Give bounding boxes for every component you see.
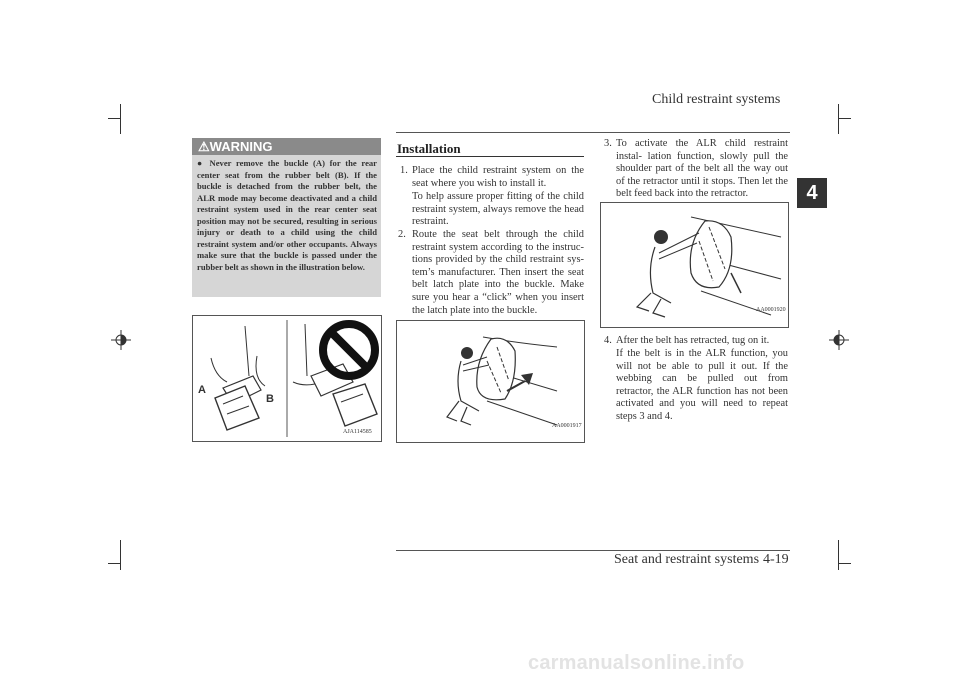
warning-box bbox=[192, 138, 381, 297]
install-illustration bbox=[396, 320, 585, 443]
figure-code: AA0001917 bbox=[552, 423, 582, 429]
crop-mark bbox=[838, 104, 839, 134]
page-number: 4-19 bbox=[763, 552, 789, 567]
crop-mark bbox=[120, 540, 121, 570]
step-3 bbox=[602, 138, 788, 202]
retractor-illustration bbox=[600, 202, 789, 328]
step-4-note bbox=[616, 348, 788, 422]
step-text: To help assure proper fitting of the child restraint system, always remove the head restraint. bbox=[412, 191, 584, 228]
step-number: 2. bbox=[398, 229, 406, 240]
header-rule bbox=[396, 132, 790, 133]
step-1 bbox=[398, 165, 584, 191]
warning-header bbox=[192, 138, 381, 155]
chapter-title: Child restraint systems bbox=[652, 92, 781, 107]
step-1-note bbox=[412, 191, 584, 229]
chapter-tab: 4 bbox=[797, 178, 827, 208]
crop-mark bbox=[839, 563, 851, 564]
warning-triangle-icon: ⚠ bbox=[198, 139, 210, 154]
step-number: 4. bbox=[604, 335, 612, 346]
crop-mark bbox=[108, 118, 120, 119]
crop-mark bbox=[838, 540, 839, 570]
step-number: 1. bbox=[400, 165, 408, 176]
crop-mark bbox=[839, 118, 851, 119]
figure-code: AA0001920 bbox=[756, 307, 786, 313]
warning-text: ● Never remove the buckle (A) for the rear center seat from the rubber belt (B). If the buckle is detached from the rubber belt, the ALR mode may become deactivated and a child restraint system used in the rear center seat position may not be secured, resulting in serious injury or death to a child using the child restraint system and/or other occupants. Always make sure that the buckle is passed under the rubber belt as shown in the illustration below. bbox=[197, 158, 377, 272]
section-label: Seat and restraint systems bbox=[614, 552, 760, 567]
footer-rule bbox=[396, 550, 790, 551]
figure-code: AJA114585 bbox=[343, 429, 372, 435]
step-text: To activate the ALR child restraint instal- lation function, slowly pull the shoulder part of the belt all the way out of the retractor until it stops. Then let the belt feed back into the retractor. bbox=[616, 138, 788, 200]
section-title-rule bbox=[396, 156, 584, 157]
step-text: After the belt has retracted, tug on it. bbox=[616, 335, 770, 346]
crop-mark bbox=[120, 104, 121, 134]
crop-mark bbox=[108, 563, 120, 564]
registration-mark bbox=[111, 330, 131, 350]
section-title: Installation bbox=[397, 141, 461, 156]
step-number: 3. bbox=[604, 138, 612, 149]
label-a: A bbox=[198, 384, 206, 396]
step-2 bbox=[398, 229, 584, 317]
step-4 bbox=[602, 335, 788, 349]
step-text: Route the seat belt through the child restraint system according to the instruc- tions provided by the child restraint sys- tem’s manufacturer. Then insert the seat belt latch plate into the buckle. Make sure you hear a “click” when you insert the latch plate into the buckle. bbox=[412, 229, 584, 316]
step-text: If the belt is in the ALR function, you will not be able to pull it out. If the webbing can be pulled out from retractor, the ALR function has not been activated and you will need to repeat steps 3 and 4. bbox=[616, 348, 788, 422]
warning-title: ⚠WARNING bbox=[198, 139, 273, 154]
bullet-icon: ● bbox=[197, 158, 205, 168]
watermark: carmanualsonline.info bbox=[528, 652, 745, 674]
label-b: B bbox=[266, 393, 274, 405]
step-text: Place the child restraint system on the seat where you wish to install it. bbox=[412, 165, 584, 189]
buckle-illustration bbox=[192, 315, 382, 442]
registration-mark bbox=[829, 330, 849, 350]
